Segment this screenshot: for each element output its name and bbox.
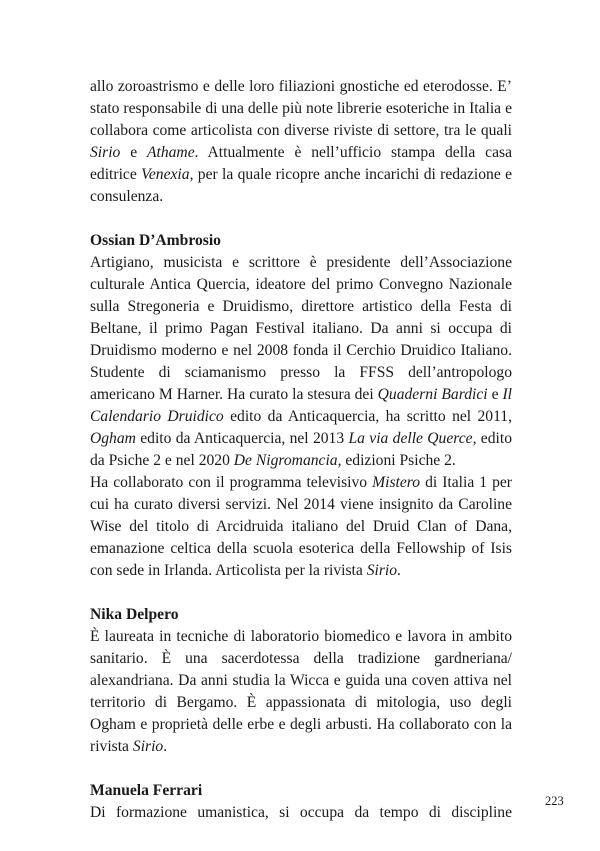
title-sirio: Sirio [90,144,121,161]
text-run: . Attualmente è nell’ufficio stampa della casa editrice [90,144,513,183]
text-run: È laureata in tecniche di laboratorio biomedico e lavora in ambito sanitario. È una sacerdotessa della tradizione gardneriana/ alexandriana. Da anni studia la Wicca e guida una coven attiva nel territorio di Bergamo. È appassionata di mitologia, uso degli Ogham e proprietà delle erbe e degli arbusti. Ha collaborato con la rivista [90,628,512,755]
text-run: Ha collaborato con il programma televisivo [90,474,373,491]
text-run: e [120,144,147,161]
text-run: allo zoroastrismo e delle loro filiazioni gnostiche ed eterodosse. E’ stato responsabile di una delle più note librerie esoteriche in Italia e collabora come articolista con diverse riviste di settore, tra le quali [90,78,512,139]
title-athame: Athame [146,144,195,161]
program-title: Mistero [372,474,421,491]
author-name: Manuela Ferrari [90,782,203,799]
page-body [90,76,512,824]
text-run: . [397,562,401,579]
book-title: Il Calendario Druidico [90,386,513,425]
text-run: Di formazione umanistica, si occupa da tempo di discipline [90,804,512,821]
book-title: La via delle Querce, [348,430,477,447]
author-bio-paragraph [90,252,512,472]
author-name: Ossian D’Ambrosio [90,232,221,249]
magazine-title: Sirio [132,738,164,755]
text-run: edito da Anticaquercia, ha scritto nel 2011, [223,408,512,425]
author-entry-delpero [90,604,512,758]
page-number: 223 [545,794,564,808]
magazine-title: Sirio [366,562,398,579]
text-run: e [487,386,503,403]
text-run: edizioni Psiche 2. [341,452,456,469]
author-entry-ferrari [90,780,512,824]
text-run: edito da Psiche 2 e nel 2020 [90,430,512,469]
intro-paragraph [90,76,512,208]
text-run: Artigiano, musicista e scrittore è presidente dell’Associazione culturale Antica Quercia, ideatore del primo Convegno Nazionale sulla Stregoneria e Druidismo, direttore artistico della Festa di Beltane, il primo Pagan Festival italiano. Da anni si occupa di Druidismo moderno e nel 2008 fonda il Cerchio Druidico Italiano. Studente di sciamanismo presso la FFSS dell’antropologo americano M Harner. Ha curato la stesura dei [90,254,512,403]
author-bio-paragraph [90,626,512,758]
book-title: Ogham [90,430,136,447]
text-run: , per la quale ricopre anche incarichi di redazione e consulenza. [90,166,512,205]
title-venexia: Venexia [141,166,190,183]
author-bio-paragraph [90,472,512,582]
text-run: . [163,738,168,755]
text-run: di Italia 1 per cui ha curato diversi servizi. Nel 2014 viene insignito da Caroline Wise del titolo di Arcidruida italiano del Druid Clan of Dana, emanazione celtica della scuola esoterica della Fellowship of Isis con sede in Irlanda. Articolista per la rivista [90,474,513,579]
author-name: Nika Delpero [90,606,179,623]
book-title: Quaderni Bardici [377,386,488,403]
book-title: De Nigromancia, [233,452,342,469]
author-bio-paragraph [90,802,512,824]
author-entry-dambrosio [90,230,512,582]
text-run: edito da Anticaquercia, nel 2013 [135,430,349,447]
